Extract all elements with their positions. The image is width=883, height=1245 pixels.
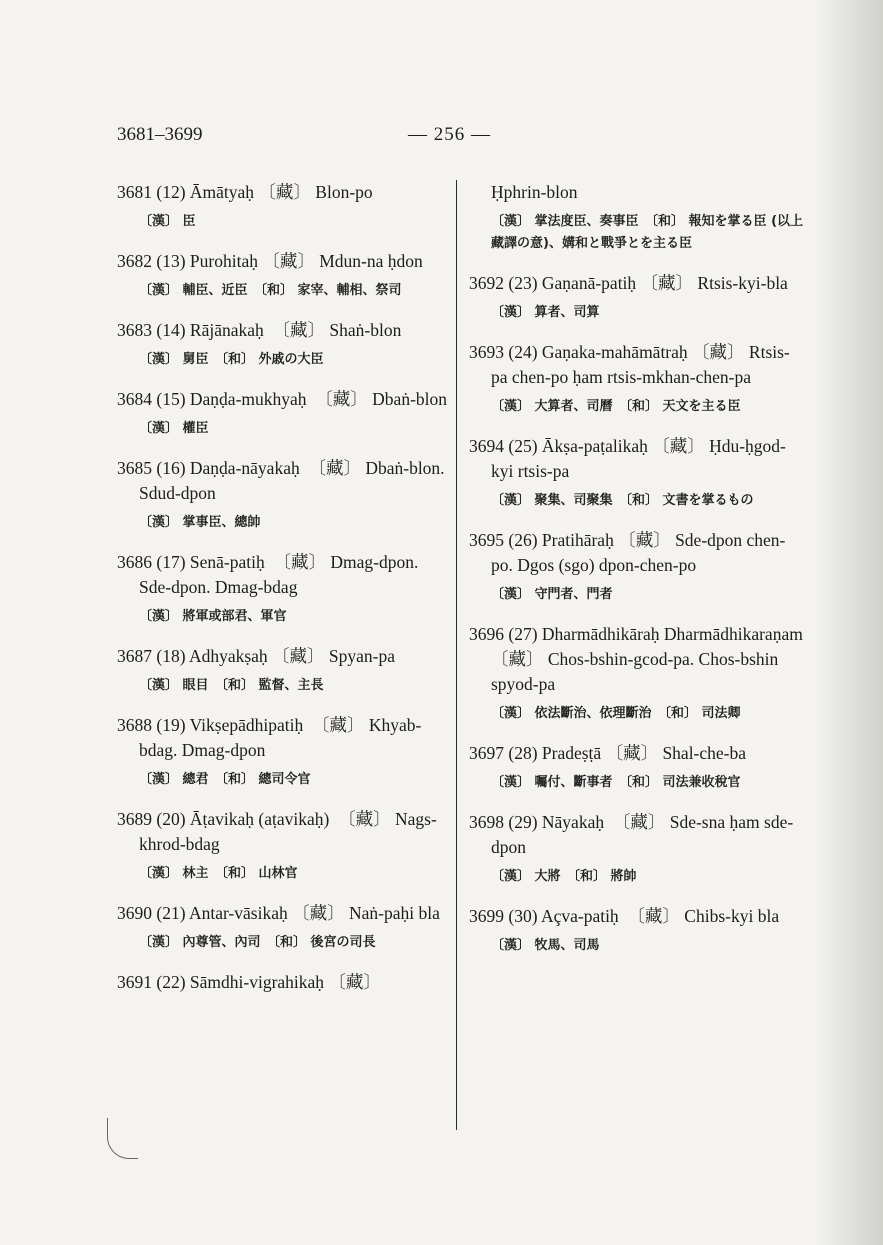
margin-pencil-mark (107, 1118, 138, 1159)
entry-gloss: 〔漢〕 大算者、司曆 〔和〕 天文を主る臣 (491, 399, 741, 414)
entry-gloss: 〔漢〕 權臣 (139, 421, 209, 436)
entry-head: 3682 (13) Purohitaḥ 〔藏〕 Mdun-na ḥdon (117, 251, 423, 271)
entry-3697 (469, 741, 804, 794)
entry-gloss: 〔漢〕 掌法度臣、奏事臣 〔和〕 報知を掌る臣 (以上藏譯の意)、媾和と戰爭とを主る臣 (491, 214, 804, 251)
entry-gloss: 〔漢〕 牧馬、司馬 (491, 938, 600, 953)
entry-3698 (469, 810, 804, 888)
entry-head: 3697 (28) Pradeṣṭā 〔藏〕 Shal-che-ba (469, 743, 747, 763)
entry-head: 3696 (27) Dharmādhikāraḥ Dharmādhikaraṇam 〔藏〕 Chos-bshin-gcod-pa. Chos-bshin spyod-pa (469, 624, 803, 694)
entry-head: 3694 (25) Ākṣa-paṭalikaḥ 〔藏〕 Ḥdu-ḥgod-kyi rtsis-pa (469, 436, 786, 481)
entry-head: 3698 (29) Nāyakaḥ 〔藏〕 Sde-sna ḥam sde-dpon (469, 812, 794, 857)
page-number: — 256 — (408, 124, 491, 145)
entry-3699 (469, 904, 804, 957)
entry-head: 3693 (24) Gaṇaka-mahāmātraḥ 〔藏〕 Rtsis-pa chen-po ḥam rtsis-mkhan-chen-pa (469, 342, 790, 387)
entry-gloss: 〔漢〕 總君 〔和〕 總司令官 (139, 772, 311, 787)
entry-3692 (469, 271, 804, 324)
entry-3682 (117, 249, 449, 302)
entry-3681 (117, 180, 449, 233)
entry-gloss: 〔漢〕 掌事臣、總帥 (139, 515, 261, 530)
column-divider (456, 180, 457, 1130)
entry-gloss: 〔漢〕 內尊管、內司 〔和〕 後宮の司長 (139, 935, 376, 950)
entry-3688 (117, 713, 449, 791)
entry-head: 3689 (20) Āṭavikaḥ (aṭavikaḥ) 〔藏〕 Nags-khrod-bdag (117, 809, 437, 854)
entry-range: 3681–3699 (117, 124, 203, 145)
entry-head: 3684 (15) Daṇḍa-mukhyaḥ 〔藏〕 Dbaṅ-blon (117, 389, 448, 409)
right-column (469, 180, 804, 973)
entry-3695 (469, 528, 804, 606)
entry-gloss: 〔漢〕 大將 〔和〕 將帥 (491, 869, 637, 884)
entry-gloss: 〔漢〕 將軍或部君、軍官 (139, 609, 287, 624)
entry-head: 3681 (12) Āmātyaḥ 〔藏〕 Blon-po (117, 182, 373, 202)
entry-gloss: 〔漢〕 囑付、斷事者 〔和〕 司法兼收稅官 (491, 775, 741, 790)
entry-3686 (117, 550, 449, 628)
entry-head: 3687 (18) Adhyakṣaḥ 〔藏〕 Spyan-pa (117, 646, 396, 666)
entry-head: 3686 (17) Senā-patiḥ 〔藏〕 Dmag-dpon. Sde-dpon. Dmag-bdag (117, 552, 419, 597)
entry-3693 (469, 340, 804, 418)
entry-head-continued: Ḥphrin-blon (491, 182, 578, 202)
entry-gloss: 〔漢〕 林主 〔和〕 山林官 (139, 866, 298, 881)
entry-gloss: 〔漢〕 依法斷治、依理斷治 〔和〕 司法卿 (491, 706, 741, 721)
left-column (117, 180, 449, 1011)
entry-head: 3691 (22) Sāmdhi-vigrahikaḥ 〔藏〕 (117, 972, 381, 992)
entry-head: 3692 (23) Gaṇanā-patiḥ 〔藏〕 Rtsis-kyi-bla (469, 273, 788, 293)
entry-3691-continued (469, 180, 804, 255)
entry-3690 (117, 901, 449, 954)
entry-3689 (117, 807, 449, 885)
entry-gloss: 〔漢〕 輔臣、近臣 〔和〕 家宰、輔相、祭司 (139, 283, 402, 298)
entry-3685 (117, 456, 449, 534)
entry-gloss: 〔漢〕 算者、司算 (491, 305, 600, 320)
entry-gloss: 〔漢〕 守門者、門者 (491, 587, 613, 602)
entry-head: 3699 (30) Açva-patiḥ 〔藏〕 Chibs-kyi bla (469, 906, 780, 926)
entry-3684 (117, 387, 449, 440)
entry-3683 (117, 318, 449, 371)
entry-head: 3688 (19) Vikṣepādhipatiḥ 〔藏〕 Khyab-bdag. Dmag-dpon (117, 715, 422, 760)
page-edge-shadow (813, 0, 883, 1245)
entry-gloss: 〔漢〕 舅臣 〔和〕 外戚の大臣 (139, 352, 324, 367)
entry-head: 3683 (14) Rājānakaḥ 〔藏〕 Shaṅ-blon (117, 320, 402, 340)
entry-3694 (469, 434, 804, 512)
entry-3696 (469, 622, 804, 725)
entry-3691 (117, 970, 449, 995)
entry-head: 3695 (26) Pratihāraḥ 〔藏〕 Sde-dpon chen-po. Dgos (sgo) dpon-chen-po (469, 530, 786, 575)
entry-head: 3685 (16) Daṇḍa-nāyakaḥ 〔藏〕 Dbaṅ-blon. Sdud-dpon (117, 458, 445, 503)
entry-gloss: 〔漢〕 聚集、司聚集 〔和〕 文書を掌るもの (491, 493, 754, 508)
entry-gloss: 〔漢〕 眼目 〔和〕 監督、主長 (139, 678, 324, 693)
entry-3687 (117, 644, 449, 697)
entry-head: 3690 (21) Antar-vāsikaḥ 〔藏〕 Naṅ-paḥi bla (117, 903, 440, 923)
entry-gloss: 〔漢〕 臣 (139, 214, 196, 229)
